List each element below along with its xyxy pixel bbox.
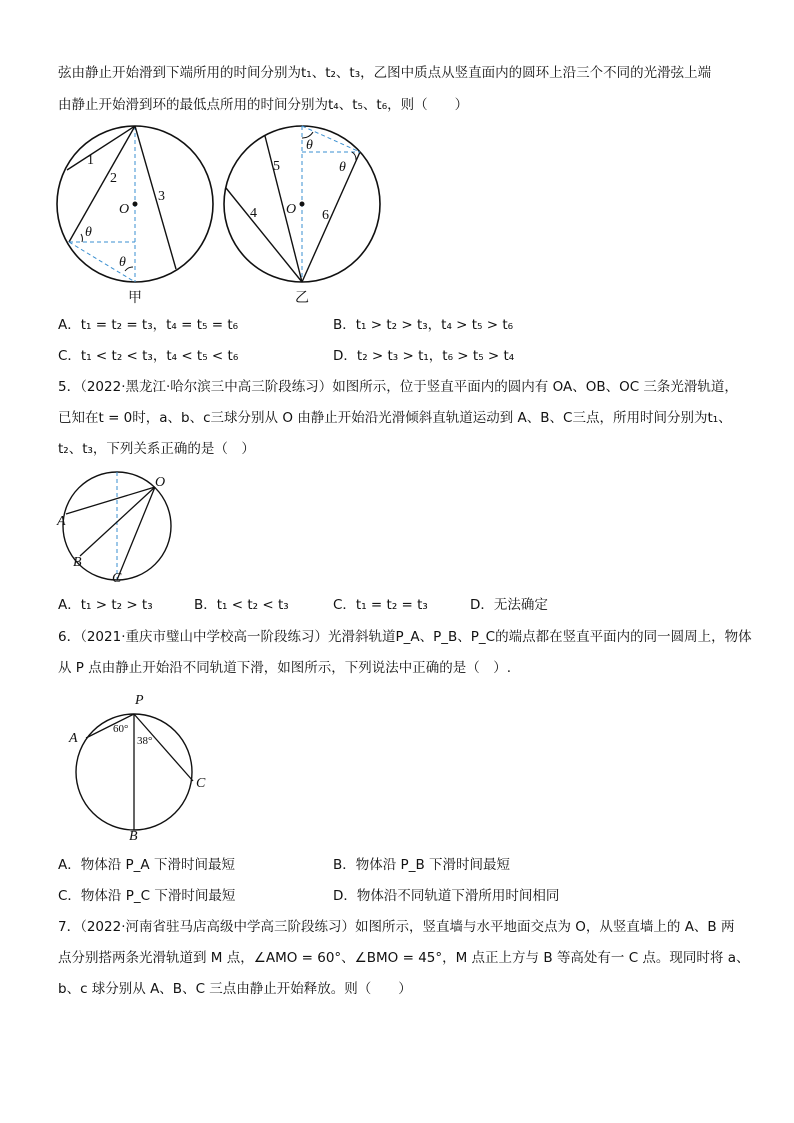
q4-option-b: B．t₁ > t₂ > t₃，t₄ > t₅ > t₆ (333, 317, 514, 333)
q4-figure (55, 124, 405, 308)
label-5: 5 (273, 159, 280, 174)
label-theta-yi-2: θ (339, 160, 346, 175)
track-OA (66, 487, 155, 514)
q6-option-a: A．物体沿 P_A 下滑时间最短 (58, 857, 235, 873)
center-dot-jia (133, 202, 138, 207)
track-OC (117, 487, 155, 580)
q7-text-line2: 点分别搭两条光滑轨道到 M 点，∠AMO = 60°、∠BMO = 45°，M 点正上方与 B 等高处有一 C 点。现同时将 a、 (58, 950, 750, 966)
label-theta-jia-2: θ (119, 255, 126, 270)
label-A-q5: A (57, 514, 66, 529)
label-yi: 乙 (295, 290, 309, 306)
q6-figure (60, 688, 210, 842)
q5-figure (55, 470, 180, 590)
label-B-q5: B (73, 555, 82, 570)
label-1: 1 (87, 153, 94, 168)
label-B-q6: B (129, 829, 138, 842)
q4-text-line2: 由静止开始滑到环的最低点所用的时间分别为t₄、t₅、t₆，则（ ） (58, 97, 469, 113)
label-C-q6: C (196, 776, 206, 791)
chord-6 (302, 152, 360, 282)
label-A-q6: A (69, 731, 78, 746)
q5-text-line3: t₂、t₃，下列关系正确的是（ ） (58, 441, 255, 457)
q5-option-a: A．t₁ > t₂ > t₃ (58, 597, 153, 613)
chord-1 (67, 126, 135, 170)
q5-option-d: D．无法确定 (470, 597, 548, 613)
q5-option-c: C．t₁ = t₂ = t₃ (333, 597, 428, 613)
q6-text-line1: 6．（2021·重庆市璧山中学校高一阶段练习）光滑斜轨道P_A、P_B、P_C的端点都在竖直平面内的同一圆周上，物体 (58, 629, 752, 645)
q7-text-line1: 7．（2022·河南省驻马店高级中学高三阶段练习）如图所示，竖直墙与水平地面交点为 O，从竖直墙上的 A、B 两 (58, 919, 735, 935)
q4-option-a: A．t₁ = t₂ = t₃，t₄ = t₅ = t₆ (58, 317, 239, 333)
q4-option-d: D．t₂ > t₃ > t₁，t₆ > t₅ > t₄ (333, 348, 515, 364)
label-2: 2 (110, 171, 117, 186)
label-theta-jia-1: θ (85, 225, 92, 240)
label-4: 4 (250, 206, 257, 221)
label-C-q5: C (112, 571, 122, 586)
label-O-jia: O (119, 202, 130, 217)
label-3: 3 (158, 189, 165, 204)
track-PC (134, 714, 193, 781)
label-O-q5: O (155, 475, 166, 490)
q5-option-b: B．t₁ < t₂ < t₃ (194, 597, 289, 613)
label-P-q6: P (135, 693, 144, 708)
q6-option-b: B．物体沿 P_B 下滑时间最短 (333, 857, 510, 873)
label-O-yi: O (286, 202, 297, 217)
q5-text-line1: 5．（2022·黑龙江·哈尔滨三中高三阶段练习）如图所示，位于竖直平面内的圆内有 OA、OB、OC 三条光滑轨道， (58, 379, 738, 395)
q4-text-line1: 弦由静止开始滑到下端所用的时间分别为t₁、t₂、t₃，乙图中质点从竖直面内的圆环上沿三个不同的光滑弦上端 (58, 65, 712, 81)
label-angle-60: 60° (113, 723, 129, 735)
chord-2 (69, 126, 135, 242)
label-jia: 甲 (128, 290, 142, 306)
q6-text-line2: 从 P 点由静止开始沿不同轨道下滑，如图所示，下列说法中正确的是（ ）. (58, 660, 512, 676)
q6-option-d: D．物体沿不同轨道下滑所用时间相同 (333, 888, 560, 904)
q6-option-c: C．物体沿 P_C 下滑时间最短 (58, 888, 236, 904)
label-angle-38: 38° (137, 735, 153, 747)
label-theta-yi-1: θ (306, 138, 313, 153)
chord-3 (135, 126, 176, 269)
q4-option-c: C．t₁ < t₂ < t₃，t₄ < t₅ < t₆ (58, 348, 239, 364)
q5-text-line2: 已知在t = 0时，a、b、c三球分别从 O 由静止开始沿光滑倾斜直轨道运动到 A、B、C三点，所用时间分别为t₁、 (58, 410, 732, 426)
center-dot-yi (300, 202, 305, 207)
label-6: 6 (322, 208, 329, 223)
q7-text-line3: b、c 球分别从 A、B、C 三点由静止开始释放。则（ ） (58, 981, 412, 997)
